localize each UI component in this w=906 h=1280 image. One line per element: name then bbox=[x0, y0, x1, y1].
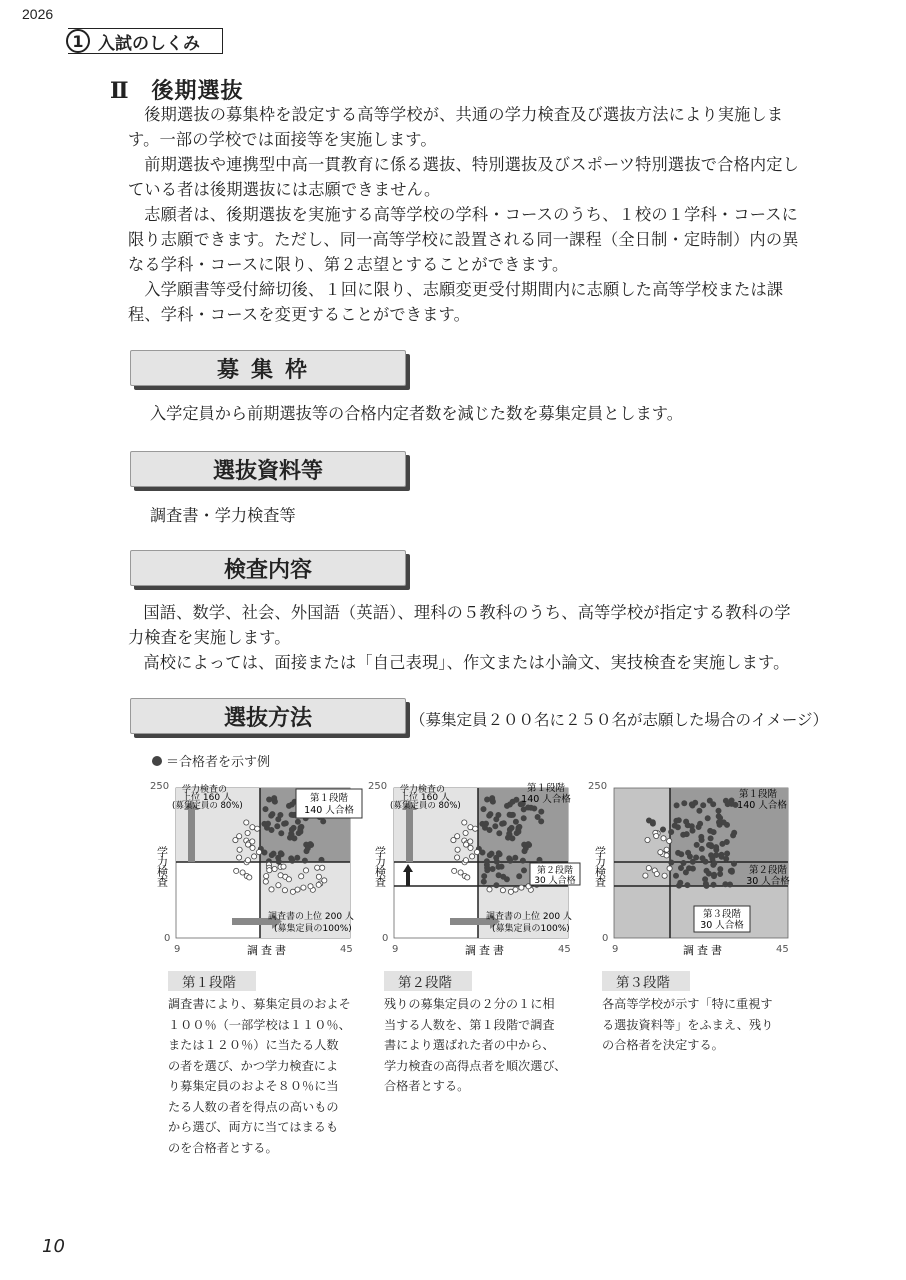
kensa-paragraph: 高校によっては、面接または「自己表現」、作文または小論文、実技検査を実施します。 bbox=[143, 653, 790, 672]
passed-applicant-dot bbox=[714, 845, 719, 850]
passed-applicant-dot bbox=[485, 797, 490, 802]
passed-applicant-dot bbox=[708, 836, 713, 841]
passed-applicant-dot bbox=[676, 850, 681, 855]
applicant-dot bbox=[654, 833, 659, 838]
passed-applicant-dot bbox=[711, 802, 716, 807]
passed-applicant-dot bbox=[724, 856, 729, 861]
stage2-label-line2: 30 人合格 bbox=[746, 876, 790, 887]
passed-applicant-dot bbox=[535, 814, 540, 819]
applicant-dot bbox=[473, 826, 478, 831]
applicant-dot bbox=[256, 850, 261, 855]
passed-applicant-dot bbox=[682, 801, 687, 806]
passed-applicant-dot bbox=[711, 862, 716, 867]
applicant-dot bbox=[316, 874, 321, 879]
passed-applicant-dot bbox=[705, 816, 710, 821]
passed-applicant-dot bbox=[494, 855, 499, 860]
up-label-3: (募集定員の 80%) bbox=[390, 801, 461, 811]
stage3-desc bbox=[602, 994, 792, 1056]
passed-applicant-dot bbox=[694, 855, 699, 860]
page-number: 10 bbox=[42, 1236, 65, 1257]
passed-applicant-dot bbox=[669, 829, 674, 834]
passed-applicant-dot bbox=[672, 823, 677, 828]
shiryo-text: 調査書・学力検査等 bbox=[150, 506, 296, 525]
up-arrow-icon bbox=[188, 810, 195, 862]
passed-applicant-dot bbox=[265, 821, 270, 826]
kensa-paragraphs bbox=[128, 600, 804, 675]
passed-applicant-dot bbox=[718, 867, 723, 872]
passed-applicant-dot bbox=[729, 869, 734, 874]
desc-line: または１２０％）に当たる人数 bbox=[168, 1038, 339, 1052]
passed-applicant-dot bbox=[714, 852, 719, 857]
applicant-dot bbox=[301, 885, 306, 890]
passed-applicant-dot bbox=[716, 814, 721, 819]
intro-paragraph: 前期選抜や連携型中高一貫教育に係る選抜、特別選抜及びスポーツ特別選抜で合格内定している者は後期選抜には志願できません。 bbox=[128, 155, 800, 199]
stage1-label-line1: 第１段階 bbox=[738, 789, 778, 800]
passed-applicant-dot bbox=[276, 855, 281, 860]
passed-applicant-dot bbox=[724, 822, 729, 827]
passed-applicant-dot bbox=[673, 873, 678, 878]
chart-stage-2 bbox=[366, 772, 588, 962]
x-max-label: 45 bbox=[558, 944, 571, 955]
passed-applicant-dot bbox=[286, 803, 291, 808]
applicant-dot bbox=[237, 847, 242, 852]
applicant-dot bbox=[255, 826, 260, 831]
passed-applicant-dot bbox=[263, 807, 268, 812]
passed-applicant-dot bbox=[290, 858, 295, 863]
applicant-dot bbox=[244, 820, 249, 825]
applicant-dot bbox=[290, 889, 295, 894]
stage1-box-line2: 140 人合格 bbox=[304, 805, 354, 816]
passed-applicant-dot bbox=[513, 855, 518, 860]
passed-applicant-dot bbox=[488, 812, 493, 817]
right-arrow-icon bbox=[232, 918, 272, 925]
chapter-number: 1 bbox=[66, 29, 90, 53]
passed-applicant-dot bbox=[487, 853, 492, 858]
chapter-header bbox=[68, 28, 223, 54]
y-min-label: 0 bbox=[164, 933, 171, 944]
applicant-dot bbox=[474, 850, 479, 855]
applicant-dot bbox=[286, 877, 291, 882]
passed-applicant-dot bbox=[319, 857, 324, 862]
stage1-box-line1: 第１段階 bbox=[309, 793, 349, 804]
desc-line: １００％（一部学校は１１０％、 bbox=[168, 1017, 351, 1032]
passed-applicant-dot bbox=[706, 842, 711, 847]
passed-applicant-dot bbox=[725, 851, 730, 856]
passed-applicant-dot bbox=[650, 820, 655, 825]
small-up-arrow-icon bbox=[406, 872, 410, 886]
passed-applicant-dot bbox=[685, 883, 690, 888]
applicant-dot bbox=[237, 855, 242, 860]
desc-line: 残りの募集定員の２分の１に相 bbox=[384, 997, 555, 1011]
section-title-text: 後期選抜 bbox=[151, 79, 244, 104]
boshuwaku-text: 入学定員から前期選抜等の合格内定者数を減じた数を募集定員とします。 bbox=[150, 404, 683, 423]
passed-applicant-dot bbox=[708, 828, 713, 833]
applicant-dot bbox=[664, 853, 669, 858]
passed-applicant-dot bbox=[669, 860, 674, 865]
section-title bbox=[110, 74, 244, 105]
applicant-dot bbox=[245, 830, 250, 835]
applicant-dot bbox=[264, 874, 269, 879]
passed-applicant-dot bbox=[298, 829, 303, 834]
passed-applicant-dot bbox=[694, 842, 699, 847]
applicant-dot bbox=[322, 878, 327, 883]
passed-applicant-dot bbox=[485, 868, 490, 873]
y-axis-title: 学力検査 bbox=[593, 846, 607, 886]
applicant-dot bbox=[320, 865, 325, 870]
passed-applicant-dot bbox=[706, 871, 711, 876]
y-max-label: 250 bbox=[588, 781, 608, 792]
y-max-label: 250 bbox=[368, 781, 388, 792]
passed-applicant-dot bbox=[521, 868, 526, 873]
passed-applicant-dot bbox=[509, 825, 514, 830]
passed-applicant-dot bbox=[709, 853, 714, 858]
applicant-dot bbox=[282, 888, 287, 893]
applicant-dot bbox=[658, 850, 663, 855]
stage2-box-line1: 第２段階 bbox=[536, 866, 574, 876]
desc-line: の合格者を決定する。 bbox=[602, 1038, 724, 1052]
applicant-dot bbox=[463, 858, 468, 863]
passed-applicant-dot bbox=[517, 874, 522, 879]
desc-line: 当する人数を、第１段階で調査 bbox=[384, 1017, 555, 1032]
section-roman: Ⅱ bbox=[110, 78, 130, 104]
passed-applicant-dot bbox=[520, 858, 525, 863]
applicant-dot bbox=[316, 882, 321, 887]
chapter-title: 入試のしくみ bbox=[98, 33, 200, 54]
stage3-box-line2: 30 人合格 bbox=[700, 920, 744, 931]
passed-applicant-dot bbox=[716, 808, 721, 813]
passed-applicant-dot bbox=[270, 812, 275, 817]
stage1-label-line2: 140 人合格 bbox=[521, 794, 571, 805]
passed-applicant-dot bbox=[724, 839, 729, 844]
x-min-label: 9 bbox=[612, 944, 619, 955]
passed-applicant-dot bbox=[291, 825, 296, 830]
passed-applicant-dot bbox=[537, 857, 542, 862]
applicant-dot bbox=[643, 873, 648, 878]
applicant-dot bbox=[245, 858, 250, 863]
passed-applicant-dot bbox=[497, 831, 502, 836]
legend bbox=[152, 751, 270, 770]
passed-applicant-dot bbox=[523, 846, 528, 851]
year-label: 2026 bbox=[22, 6, 54, 22]
passed-applicant-dot bbox=[687, 854, 692, 859]
applicant-dot bbox=[464, 842, 469, 847]
passed-applicant-dot bbox=[481, 879, 486, 884]
passed-applicant-dot bbox=[272, 796, 277, 801]
passed-applicant-dot bbox=[521, 816, 526, 821]
passed-applicant-dot bbox=[276, 817, 281, 822]
applicant-dot bbox=[272, 866, 277, 871]
applicant-dot bbox=[455, 847, 460, 852]
applicant-dot bbox=[247, 875, 252, 880]
filled-dot-icon bbox=[152, 756, 162, 766]
applicant-dot bbox=[661, 836, 666, 841]
applicant-dot bbox=[465, 875, 470, 880]
desc-line: る選抜資料等」をふまえ、残り bbox=[602, 1017, 774, 1032]
stage2-label: 第２段階 bbox=[384, 971, 472, 991]
passed-applicant-dot bbox=[504, 877, 509, 882]
up-label-2: 上位 160 人 bbox=[182, 793, 232, 803]
intro-paragraph: 後期選抜の募集枠を設定する高等学校が、共通の学力検査及び選抜方法により実施します。一部の学校では面接等を実施します。 bbox=[128, 105, 784, 149]
applicant-dot bbox=[667, 866, 672, 871]
applicant-dot bbox=[487, 887, 492, 892]
applicant-dot bbox=[500, 888, 505, 893]
right-label-2: (募集定員の100%) bbox=[492, 924, 570, 934]
desc-line: 調査書により、募集定員のおよそ bbox=[168, 997, 351, 1011]
stage1-desc bbox=[168, 994, 358, 1158]
heading-shiryo: 選抜資料等 bbox=[130, 451, 406, 487]
desc-line: 学力検査の高得点者を順次選び、 bbox=[384, 1058, 567, 1073]
x-min-label: 9 bbox=[392, 944, 399, 955]
x-max-label: 45 bbox=[340, 944, 353, 955]
applicant-dot bbox=[667, 838, 672, 843]
passed-applicant-dot bbox=[279, 831, 284, 836]
passed-applicant-dot bbox=[509, 812, 514, 817]
applicant-dot bbox=[267, 868, 272, 873]
applicant-dot bbox=[646, 866, 651, 871]
passed-applicant-dot bbox=[681, 860, 686, 865]
x-axis-title: 調査書 bbox=[465, 944, 507, 957]
applicant-dot bbox=[664, 847, 669, 852]
applicant-dot bbox=[234, 868, 239, 873]
passed-applicant-dot bbox=[711, 874, 716, 879]
applicant-dot bbox=[462, 820, 467, 825]
up-label-3: (募集定員の 80%) bbox=[172, 801, 243, 811]
passed-applicant-dot bbox=[494, 817, 499, 822]
applicant-dot bbox=[463, 830, 468, 835]
applicant-dot bbox=[269, 887, 274, 892]
stage1-label-line2: 140 人合格 bbox=[737, 800, 787, 811]
applicant-dot bbox=[654, 871, 659, 876]
applicant-dot bbox=[240, 870, 245, 875]
applicant-dot bbox=[645, 837, 650, 842]
passed-applicant-dot bbox=[508, 858, 513, 863]
desc-line: 各高等学校が示す「特に重視す bbox=[602, 997, 773, 1011]
stage3-label: 第３段階 bbox=[602, 971, 690, 991]
y-min-label: 0 bbox=[602, 933, 609, 944]
stage2-desc bbox=[384, 994, 574, 1097]
applicant-dot bbox=[519, 885, 524, 890]
stage1-label: 第１段階 bbox=[168, 971, 256, 991]
right-label-2: (募集定員の100%) bbox=[274, 924, 352, 934]
desc-line: の者を選び、かつ学力検査によ bbox=[168, 1058, 339, 1073]
passed-applicant-dot bbox=[711, 882, 716, 887]
passed-applicant-dot bbox=[731, 861, 736, 866]
passed-applicant-dot bbox=[493, 824, 498, 829]
right-label-1: 調査書の上位 200 人 bbox=[268, 912, 354, 922]
stage3-box-line1: 第３段階 bbox=[702, 909, 742, 920]
y-axis-title: 学力検査 bbox=[155, 846, 169, 886]
passed-applicant-dot bbox=[683, 870, 688, 875]
x-axis-title: 調査書 bbox=[683, 944, 725, 957]
applicant-dot bbox=[263, 879, 268, 884]
passed-applicant-dot bbox=[676, 818, 681, 823]
x-axis-title: 調査書 bbox=[247, 944, 289, 957]
up-label-1: 学力検査の bbox=[182, 785, 228, 795]
chart-stage-1 bbox=[148, 772, 370, 962]
passed-applicant-dot bbox=[699, 846, 704, 851]
applicant-dot bbox=[233, 838, 238, 843]
heading-boshuwaku: 募集枠 bbox=[130, 350, 406, 386]
passed-applicant-dot bbox=[291, 812, 296, 817]
applicant-dot bbox=[303, 868, 308, 873]
passed-applicant-dot bbox=[699, 834, 704, 839]
applicant-dot bbox=[299, 874, 304, 879]
heading-kensa: 検査内容 bbox=[130, 550, 406, 586]
passed-applicant-dot bbox=[513, 819, 518, 824]
up-label-2: 上位 160 人 bbox=[400, 793, 450, 803]
passed-applicant-dot bbox=[689, 802, 694, 807]
passed-applicant-dot bbox=[701, 803, 706, 808]
passed-applicant-dot bbox=[490, 866, 495, 871]
passed-applicant-dot bbox=[321, 819, 326, 824]
x-max-label: 45 bbox=[776, 944, 789, 955]
applicant-dot bbox=[252, 854, 257, 859]
desc-line: り募集定員のおよそ８０％に当 bbox=[168, 1079, 339, 1093]
passed-applicant-dot bbox=[269, 853, 274, 858]
passed-applicant-dot bbox=[674, 803, 679, 808]
passed-applicant-dot bbox=[516, 829, 521, 834]
passed-applicant-dot bbox=[696, 824, 701, 829]
chart-stage-3 bbox=[586, 772, 800, 962]
passed-applicant-dot bbox=[700, 856, 705, 861]
applicant-dot bbox=[451, 838, 456, 843]
passed-applicant-dot bbox=[678, 865, 683, 870]
passed-applicant-dot bbox=[483, 821, 488, 826]
stage2-box-line2: 30 人合格 bbox=[534, 876, 576, 886]
passed-applicant-dot bbox=[295, 855, 300, 860]
desc-line: 合格者とする。 bbox=[384, 1079, 470, 1093]
right-arrow-icon bbox=[450, 918, 490, 925]
passed-applicant-dot bbox=[539, 819, 544, 824]
stage1-label-line1: 第１段階 bbox=[526, 783, 566, 794]
passed-applicant-dot bbox=[499, 864, 504, 869]
up-label-1: 学力検査の bbox=[400, 785, 446, 795]
passed-applicant-dot bbox=[732, 830, 737, 835]
applicant-dot bbox=[246, 842, 251, 847]
passed-applicant-dot bbox=[697, 808, 702, 813]
intro-paragraph: 志願者は、後期選抜を実施する高等学校の学科・コースのうち、１校の１学科・コースに限り志願できます。ただし、同一高等学校に設置される同一課程（全日制・定時制）内の異なる学科・コースに限り、第２志望とすることができます。 bbox=[128, 205, 799, 274]
y-axis-title: 学力検査 bbox=[373, 846, 387, 886]
passed-applicant-dot bbox=[689, 824, 694, 829]
passed-applicant-dot bbox=[660, 827, 665, 832]
desc-line: から選び、両方に当てはまるも bbox=[168, 1120, 339, 1134]
passed-applicant-dot bbox=[494, 883, 499, 888]
passed-applicant-dot bbox=[681, 832, 686, 837]
intro-paragraph: 入学願書等受付締切後、１回に限り、志願変更受付期間内に志願した高等学校または課程、学科・コースを変更することができます。 bbox=[128, 280, 784, 324]
desc-line: 書により選ばれた者の中から、 bbox=[384, 1038, 555, 1052]
desc-line: たる人数の者を得点の高いもの bbox=[168, 1099, 339, 1114]
passed-applicant-dot bbox=[718, 871, 723, 876]
passed-applicant-dot bbox=[528, 805, 533, 810]
passed-applicant-dot bbox=[302, 858, 307, 863]
applicant-dot bbox=[281, 864, 286, 869]
passed-applicant-dot bbox=[727, 882, 732, 887]
x-min-label: 9 bbox=[174, 944, 181, 955]
hoho-note: （募集定員２００名に２５０名が志願した場合のイメージ） bbox=[410, 711, 829, 729]
passed-applicant-dot bbox=[500, 821, 505, 826]
passed-applicant-dot bbox=[504, 803, 509, 808]
applicant-dot bbox=[276, 883, 281, 888]
passed-applicant-dot bbox=[481, 807, 486, 812]
heading-hoho: 選抜方法 bbox=[130, 698, 406, 734]
passed-applicant-dot bbox=[295, 819, 300, 824]
applicant-dot bbox=[455, 855, 460, 860]
applicant-dot bbox=[315, 865, 320, 870]
applicant-dot bbox=[662, 873, 667, 878]
applicant-dot bbox=[452, 868, 457, 873]
y-max-label: 250 bbox=[150, 781, 170, 792]
intro-paragraphs bbox=[128, 102, 804, 327]
applicant-dot bbox=[470, 854, 475, 859]
passed-applicant-dot bbox=[490, 796, 495, 801]
passed-applicant-dot bbox=[539, 809, 544, 814]
up-arrow-icon bbox=[406, 810, 413, 862]
passed-applicant-dot bbox=[510, 799, 515, 804]
applicant-dot bbox=[458, 870, 463, 875]
stage2-label-line1: 第２段階 bbox=[748, 865, 788, 876]
applicant-dot bbox=[508, 889, 513, 894]
passed-applicant-dot bbox=[267, 797, 272, 802]
passed-applicant-dot bbox=[282, 821, 287, 826]
passed-applicant-dot bbox=[729, 801, 734, 806]
passed-applicant-dot bbox=[305, 846, 310, 851]
kensa-paragraph: 国語、数学、社会、外国語（英語）、理科の５教科のうち、高等学校が指定する教科の学力検査を実施します。 bbox=[128, 603, 791, 647]
legend-text: ＝合格者を示す例 bbox=[166, 755, 271, 770]
passed-applicant-dot bbox=[275, 824, 280, 829]
y-min-label: 0 bbox=[382, 933, 389, 944]
passed-applicant-dot bbox=[703, 881, 708, 886]
applicant-dot bbox=[308, 884, 313, 889]
passed-applicant-dot bbox=[716, 820, 721, 825]
right-label-1: 調査書の上位 200 人 bbox=[486, 912, 572, 922]
desc-line: のを合格者とする。 bbox=[168, 1140, 278, 1155]
passed-applicant-dot bbox=[678, 880, 683, 885]
passed-applicant-dot bbox=[482, 874, 487, 879]
